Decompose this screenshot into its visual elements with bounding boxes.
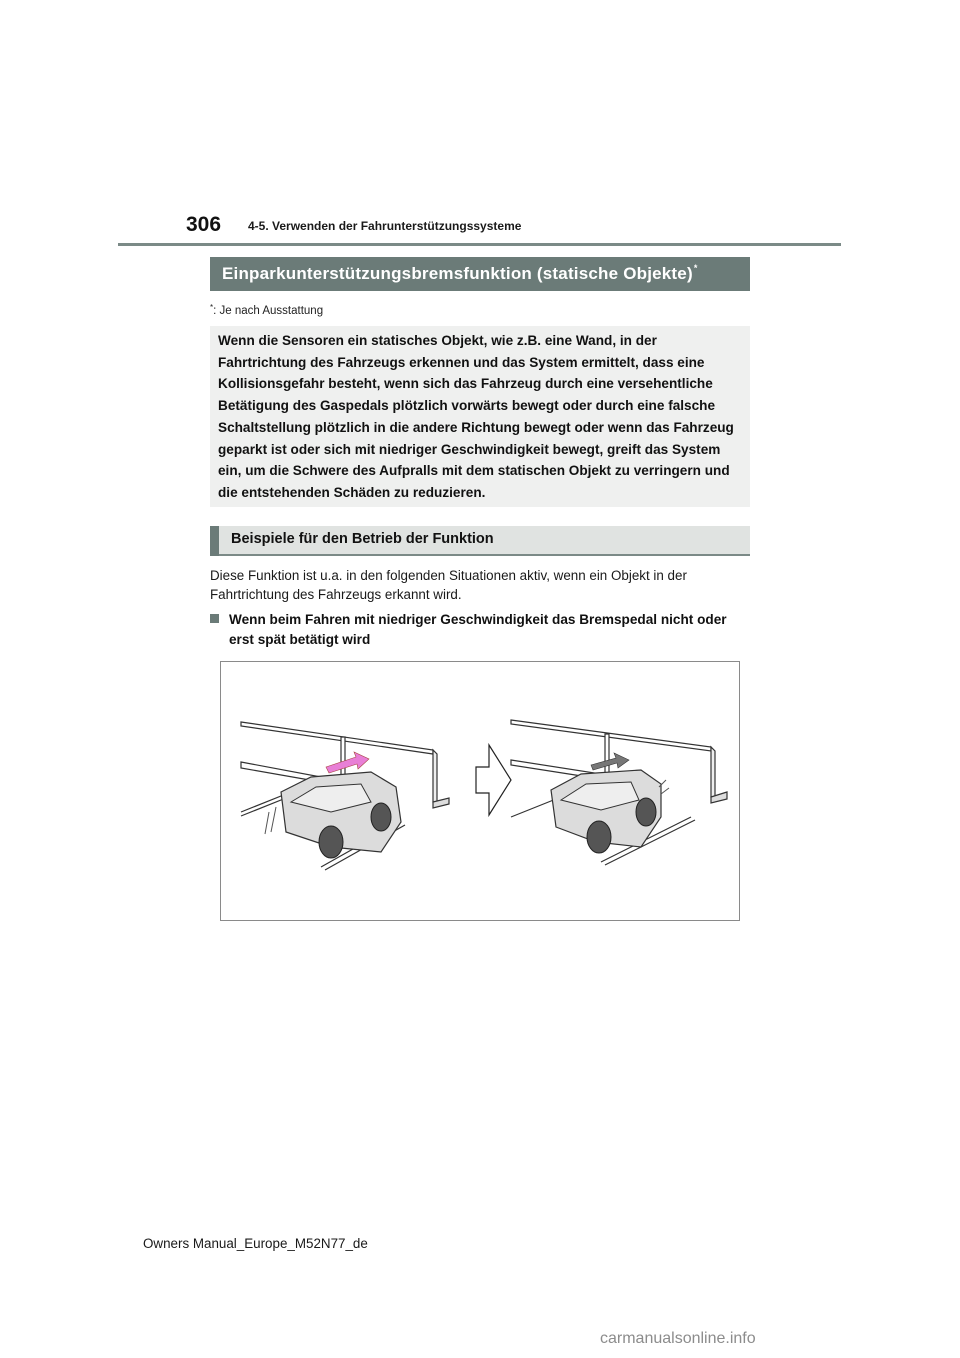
page-number: 306	[186, 213, 222, 236]
intro-text: Wenn die Sensoren ein statisches Objekt, wie z.B. eine Wand, in der Fahrtrichtung des Fahrzeugs erkennen und das System ermittelt, dass eine Kollisionsgefahr besteht, wenn sich das Fahrzeug durch eine versehentliche Betätigung des Gaspedals plötzlich vorwärts bewegt oder durch eine falsche Schaltstellung plötzlich in die andere Richtung bewegt oder wenn das Fahrzeug geparkt ist oder sich mit niedriger Geschwindigkeit bewegt, greift das System ein, um die Schwere des Aufpralls mit dem statischen Objekt zu verringern und die entstehenden Schäden zu reduzieren.	[218, 333, 734, 500]
body-paragraph: Diese Funktion ist u.a. in den folgenden Situationen aktiv, wenn ein Objekt in der Fahrtrichtung des Fahrzeugs erkannt wird.	[210, 568, 687, 602]
header-divider	[118, 243, 841, 246]
availability-marker: *	[693, 263, 698, 273]
grey-motion-arrow-icon	[591, 753, 629, 770]
transition-arrow-icon	[476, 745, 511, 815]
footnote	[210, 305, 323, 317]
parking-brake-illustration	[221, 662, 739, 920]
document-id: Owners Manual_Europe_M52N77_de	[143, 1236, 368, 1251]
watermark: carmanualsonline.info	[600, 1330, 756, 1347]
sub-heading-accent-bar	[210, 526, 219, 556]
sub-heading	[210, 526, 750, 556]
car-left-icon	[265, 772, 401, 858]
pink-motion-arrow-icon	[326, 752, 369, 773]
bullet-text: Wenn beim Fahren mit niedriger Geschwindigkeit das Bremspedal nicht oder erst spät betätigt wird	[229, 612, 727, 647]
footnote-text: : Je nach Ausstattung	[213, 305, 324, 317]
main-heading	[210, 257, 750, 291]
section-title: 4-5. Verwenden der Fahrunterstützungssysteme	[248, 219, 522, 233]
main-heading-title: Einparkunterstützungsbremsfunktion (statische Objekte)	[222, 264, 693, 283]
car-right-icon	[551, 770, 669, 853]
footnote-marker: *	[210, 303, 214, 312]
sub-heading-title: Beispiele für den Betrieb der Funktion	[231, 531, 494, 547]
square-bullet-icon	[210, 614, 219, 623]
illustration-figure	[220, 661, 740, 921]
